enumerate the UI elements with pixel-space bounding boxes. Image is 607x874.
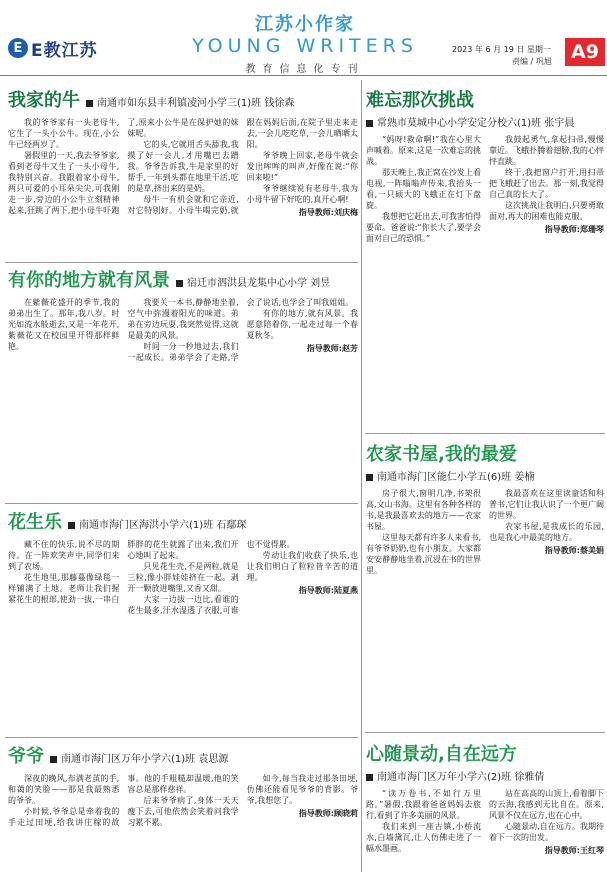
page-number: A9 (565, 38, 605, 66)
article-body: 藏不住的快乐,说不尽的期待。在一阵欢笑声中,同学们来到了农场。 花生地里,那藤蔓像绿毯一样铺满了土地。老师让我们握紧花生的根部,使劲一拔,一串白胖胖的花生就露了出来,我们开心地叫了起来。 只见花生壳,不是两粒,就是三粒,像小胖娃娃挤在一起。剥开一颗放进嘴里,又香又甜。 大家一边拔一边比,看谁的花生最多,汗水湿透了衣服,可谁也不觉得累。 劳动让我们收获了快乐,也让我们明白了粒粒皆辛苦的道理。 指导教师:陆夏燕 (8, 540, 358, 615)
article-niu (8, 86, 358, 261)
byline: 南通市海门区万年小学六(1)班 袁思源 (50, 750, 228, 765)
teacher: 指导教师:蔡美娟 (544, 546, 604, 555)
article-hua (8, 508, 358, 736)
article-shu (366, 440, 604, 730)
article-body: 深夜的晚风,布满老茧的手,和蔼的笑脸——那是我最熟悉的爷爷。 小时候,爷爷总是牵着我的手走过田埂,给我讲庄稼的故事。他的手粗糙却温暖,他的笑容总是那样慈祥。 后来爷爷病了,身体一天天瘦下去,可他依然会笑着问我学习累不累。 如今,每当我走过那条田埂,仿佛还能看见爷爷的背影。爷爷,我想您了。 指导教师:顾晓莉 (8, 774, 358, 827)
logo-mark-icon: E (8, 38, 28, 58)
title-cn: 江苏小作家 (255, 14, 355, 35)
article-body: 在紫薇花盛开的季节,我的弟弟出生了。那年,我八岁。时光如流水般逝去,又是一年花开,紫薇花又在校园里开得那样鲜艳。 我要关一本书,静静地坐着,空气中弥漫着阳光的味道。弟弟在旁边玩耍,我突然觉得,这就是最美的风景。 时间一分一秒地过去,我们一起成长。弟弟学会了走路,学会了说话,也学会了叫我姐姐。 有你的地方,就有风景。我愿意陪着你,一起走过每一个春夏秋冬。 指导教师:赵芳 (8, 298, 358, 362)
article-ye (8, 742, 358, 872)
article-ai (8, 266, 358, 501)
article-body: 我的爷爷家有一头老母牛,它生了一头小公牛。现在,小公牛已经两岁了。 暑假里的一天,我去爷爷家,看到老母牛又生了一头小母牛,我特别兴奋。我跟着家小母牛,两只可爱的小耳朵尖尖,可我刚走一步,旁边的小公牛立刻精神起来,狂跳了两下,把小母牛吓跑了,原来小公牛是在保护她的妹妹呢。 它的头,它就用舌头舔我,我摸了好一会儿,才用嘴巴去蹭我。爷爷告诉我,牛是家里的好帮手,一年到头都在地里干活,吃的是草,挤出来的是奶。 母牛一有机会就和它亲近,对它特别好。小母牛喝完奶,就跟在妈妈后面,在院子里走来走去,一会儿吃吃草,一会儿晒晒太阳。 爷爷晚上回家,老母牛就会发出哞哞的叫声,好像在说:“你回来啦!” 爷爷继续说有老母牛,我为小母牛留下好吃的,真开心啊! 指导教师:刘庆梅 (8, 118, 358, 217)
byline: 南通市海门区万年小学六(2)班 徐雅倩 (366, 768, 604, 783)
teacher: 指导教师:刘庆梅 (298, 208, 358, 217)
byline: 常熟市莫城中心小学安定分校六(1)班 张宇晨 (366, 114, 604, 129)
article-title: 我家的牛 (8, 90, 80, 111)
section-divider (5, 503, 358, 504)
teacher: 指导教师:郑珊琴 (544, 225, 604, 234)
article-title: 有你的地方就有风景 (8, 270, 170, 291)
editor: 责编 / 巩旭 (512, 57, 552, 66)
article-title: 难忘那次挑战 (366, 90, 474, 111)
teacher: 指导教师:王红琴 (544, 846, 604, 855)
byline: 南通市海门区海洪小学六(1)班 石鄢琛 (68, 516, 246, 531)
subtitle: 教育信息化专刊 (245, 64, 365, 75)
byline: 南通市如东县丰利镇凌河小学三(1)班 钱徐森 (86, 94, 294, 109)
teacher: 指导教师:顾晓莉 (298, 809, 358, 818)
teacher: 指导教师:赵芳 (306, 344, 358, 353)
section-divider (5, 262, 358, 263)
header-divider (0, 75, 607, 76)
section-divider (5, 737, 358, 738)
article-body: “读万卷书,不如行万里路。”暑假,我跟着爸爸妈妈去旅行,看到了许多美丽的风景。 我们来到一座古镇,小桥流水,白墙黛瓦,让人仿佛走进了一幅水墨画。 站在高高的山顶上,看着脚下的云海,我感到无比自在。原来,风景不仅在远方,也在心中。 心随景动,自在远方。我期待着下一次的出发。 指导教师:王红琴 (366, 789, 604, 855)
article-title: 心随景动,自在远方 (366, 744, 517, 765)
article-body: “妈呀!救命啊!”我在心里大声喊着。原来,这是一次难忘的挑战。 那天晚上,我正窝在沙发上看电视,一阵嗡嗡声传来,我抬头一看,一只硕大的飞蛾正在灯下盘旋。 我想把它赶出去,可我害怕得要命。爸爸说:“你长大了,要学会面对自己的恐惧。” 我鼓起勇气,拿起扫帚,慢慢靠近。飞蛾扑腾着翅膀,我的心怦怦直跳。 终于,我把窗户打开,用扫帚把飞蛾赶了出去。那一刻,我觉得自己真的长大了。 这次挑战让我明白,只要勇敢面对,再大的困难也能克服。 指导教师:郑珊琴 (366, 135, 604, 243)
article-title: 农家书屋,我的最爱 (366, 444, 517, 465)
article-nan (366, 86, 604, 431)
section-divider (365, 433, 605, 434)
page-header (0, 0, 607, 80)
column-divider (361, 80, 362, 872)
article-title: 花生乐 (8, 512, 62, 533)
brand-logo (8, 37, 98, 59)
logo-text: E教江苏 (31, 40, 98, 61)
section-divider (365, 732, 605, 733)
article-title: 爷爷 (8, 746, 44, 767)
byline: 宿迁市泗洪县龙集中心小学 刘昱 (176, 274, 330, 289)
article-body: 房子很大,窗明几净,书架很高,文山书海。这里有各种各样的书,是我最喜欢去的地方——农家书屋。 这里每天都有许多人来看书,有爷爷奶奶,也有小朋友。大家都安安静静地坐着,沉浸在书的世界里。 我最喜欢在这里读童话和科普书,它们让我认识了一个更广阔的世界。 农家书屋,是我成长的乐园,也是我心中最美的地方。 指导教师:蔡美娟 (366, 489, 604, 575)
title-en: YOUNG WRITERS (192, 35, 418, 57)
article-xin (366, 740, 604, 872)
byline: 南通市海门区能仁小学五(6)班 姜楠 (366, 468, 604, 483)
teacher: 指导教师:陆夏燕 (298, 586, 358, 595)
issue-date: 2023 年 6 月 19 日 星期一 (452, 45, 551, 54)
